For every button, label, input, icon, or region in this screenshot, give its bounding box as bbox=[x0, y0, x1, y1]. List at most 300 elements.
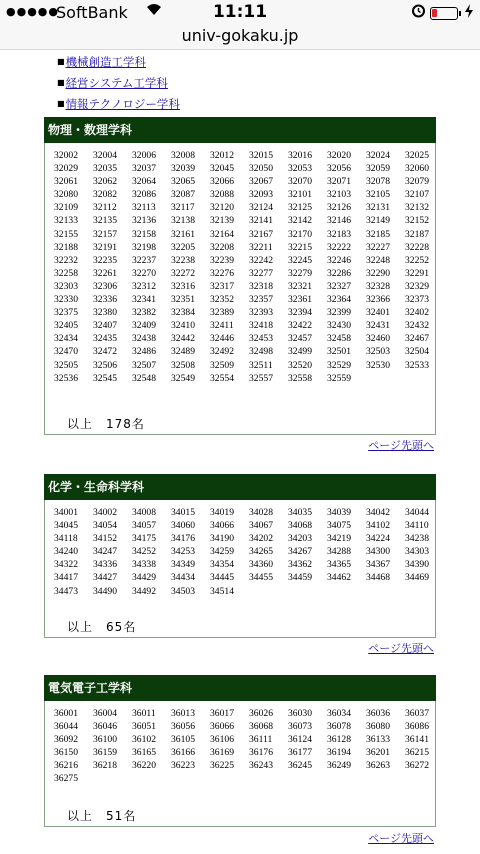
student-number: 32411 bbox=[210, 320, 234, 332]
student-number: 36220 bbox=[132, 760, 156, 772]
student-number: 32239 bbox=[210, 254, 234, 266]
student-number: 34045 bbox=[54, 520, 78, 532]
student-number: 34336 bbox=[93, 559, 117, 571]
student-number: 34039 bbox=[327, 507, 351, 518]
dept-link[interactable]: 情報テクノロジー学科 bbox=[65, 97, 180, 111]
student-number: 36080 bbox=[366, 721, 390, 733]
student-number: 32141 bbox=[249, 215, 273, 227]
student-number: 36066 bbox=[210, 721, 234, 733]
total-count: 以上 178名 bbox=[67, 417, 145, 431]
student-number: 32431 bbox=[366, 320, 390, 332]
student-number: 32409 bbox=[132, 320, 156, 332]
student-number: 32290 bbox=[366, 267, 390, 279]
student-number: 32504 bbox=[405, 346, 429, 358]
student-number: 36124 bbox=[288, 734, 312, 746]
student-number: 32317 bbox=[210, 280, 234, 292]
student-number: 34252 bbox=[132, 546, 156, 558]
student-number: 32037 bbox=[132, 163, 156, 175]
student-number: 36166 bbox=[171, 747, 195, 759]
student-number: 34238 bbox=[405, 533, 429, 545]
url-text: univ-gokaku.jp bbox=[181, 26, 299, 45]
student-number: 32380 bbox=[93, 307, 117, 319]
student-number: 32401 bbox=[366, 307, 390, 319]
student-number: 32235 bbox=[93, 254, 117, 266]
student-number: 32101 bbox=[288, 189, 312, 201]
student-number: 32016 bbox=[288, 150, 312, 161]
student-number: 32486 bbox=[132, 346, 156, 358]
student-number: 34247 bbox=[93, 546, 117, 558]
student-number: 34019 bbox=[210, 507, 234, 518]
student-number: 32079 bbox=[405, 176, 429, 188]
student-number: 34354 bbox=[210, 559, 234, 571]
student-number: 32187 bbox=[405, 228, 429, 240]
student-number: 36218 bbox=[93, 760, 117, 772]
student-number: 32508 bbox=[171, 359, 195, 371]
student-number: 32467 bbox=[405, 333, 429, 345]
student-number: 32389 bbox=[210, 307, 234, 319]
student-number: 34445 bbox=[210, 572, 234, 584]
student-number: 32045 bbox=[210, 163, 234, 175]
student-number: 36017 bbox=[210, 708, 234, 719]
student-number: 32384 bbox=[171, 307, 195, 319]
student-number: 32312 bbox=[132, 280, 156, 292]
student-number: 32133 bbox=[54, 215, 78, 227]
student-number: 36128 bbox=[327, 734, 351, 746]
student-number: 32109 bbox=[54, 202, 78, 214]
student-number: 32559 bbox=[327, 372, 351, 384]
student-number: 32242 bbox=[249, 254, 273, 266]
student-number: 34001 bbox=[54, 507, 78, 518]
student-number: 32438 bbox=[132, 333, 156, 345]
student-number: 32407 bbox=[93, 320, 117, 332]
student-number: 34102 bbox=[366, 520, 390, 532]
student-number: 32394 bbox=[288, 307, 312, 319]
dept-link-item: ■機械創造工学科 bbox=[57, 55, 147, 69]
clock: 11:11 bbox=[212, 2, 268, 22]
student-number: 34490 bbox=[93, 585, 117, 597]
student-number: 32232 bbox=[54, 254, 78, 266]
student-number: 36215 bbox=[405, 747, 429, 759]
student-number: 36026 bbox=[249, 708, 273, 719]
student-number: 32277 bbox=[249, 267, 273, 279]
student-number: 32227 bbox=[366, 241, 390, 253]
student-number: 32530 bbox=[366, 359, 390, 371]
student-number: 32330 bbox=[54, 294, 78, 306]
student-number: 32157 bbox=[93, 228, 117, 240]
student-number: 32183 bbox=[327, 228, 351, 240]
student-number: 32082 bbox=[93, 189, 117, 201]
student-number: 34067 bbox=[249, 520, 273, 532]
back-to-top-link[interactable]: ページ先頭へ bbox=[368, 439, 434, 452]
student-number: 32366 bbox=[366, 294, 390, 306]
student-number: 32432 bbox=[405, 320, 429, 332]
student-number: 32402 bbox=[405, 307, 429, 319]
student-number: 34066 bbox=[210, 520, 234, 532]
student-number: 34118 bbox=[54, 533, 78, 545]
student-number: 34057 bbox=[132, 520, 156, 532]
student-number: 34267 bbox=[288, 546, 312, 558]
student-number: 32341 bbox=[132, 294, 156, 306]
student-number: 32316 bbox=[171, 280, 195, 292]
student-number: 32103 bbox=[327, 189, 351, 201]
url-bar[interactable] bbox=[0, 26, 480, 50]
student-number: 32024 bbox=[366, 150, 390, 161]
student-number: 32261 bbox=[93, 267, 117, 279]
student-number: 36051 bbox=[132, 721, 156, 733]
student-number: 32064 bbox=[132, 176, 156, 188]
student-number: 34068 bbox=[288, 520, 312, 532]
student-number: 36243 bbox=[249, 760, 273, 772]
student-number: 36092 bbox=[54, 734, 78, 746]
student-number: 32208 bbox=[210, 241, 234, 253]
student-number: 32286 bbox=[327, 267, 351, 279]
student-number: 34190 bbox=[210, 533, 234, 545]
student-number: 32107 bbox=[405, 189, 429, 201]
student-number: 34240 bbox=[54, 546, 78, 558]
student-number: 32279 bbox=[288, 267, 312, 279]
student-number: 32489 bbox=[171, 346, 195, 358]
student-number: 32375 bbox=[54, 307, 78, 319]
student-number: 34259 bbox=[210, 546, 234, 558]
student-number: 36044 bbox=[54, 721, 78, 733]
student-number: 36102 bbox=[132, 734, 156, 746]
student-number: 34362 bbox=[288, 559, 312, 571]
student-number: 32511 bbox=[249, 359, 273, 371]
carrier-name: SoftBank bbox=[56, 3, 128, 22]
student-number: 32399 bbox=[327, 307, 351, 319]
student-number: 36159 bbox=[93, 747, 117, 759]
student-number: 32087 bbox=[171, 189, 195, 201]
student-number: 32215 bbox=[288, 241, 312, 253]
student-number: 32529 bbox=[327, 359, 351, 371]
student-number: 32430 bbox=[327, 320, 351, 332]
dept-link-item: ■経営システム工学科 bbox=[57, 76, 168, 90]
student-number: 32039 bbox=[171, 163, 195, 175]
student-number: 34503 bbox=[171, 585, 195, 597]
student-number: 32306 bbox=[93, 280, 117, 292]
student-number: 34110 bbox=[405, 520, 429, 532]
student-number: 34202 bbox=[249, 533, 273, 545]
student-number: 32112 bbox=[93, 202, 117, 214]
student-number: 32152 bbox=[405, 215, 429, 227]
student-number: 32520 bbox=[288, 359, 312, 371]
student-number: 32015 bbox=[249, 150, 273, 161]
section-body bbox=[44, 143, 436, 435]
student-number: 36004 bbox=[93, 708, 117, 719]
student-number: 32418 bbox=[249, 320, 273, 332]
student-number: 32460 bbox=[366, 333, 390, 345]
student-number: 32453 bbox=[249, 333, 273, 345]
student-number: 34060 bbox=[171, 520, 195, 532]
student-number: 32245 bbox=[288, 254, 312, 266]
student-number: 36111 bbox=[249, 734, 273, 746]
student-number: 34322 bbox=[54, 559, 78, 571]
student-number: 36036 bbox=[366, 708, 390, 719]
student-number: 32435 bbox=[93, 333, 117, 345]
student-number: 32050 bbox=[249, 163, 273, 175]
student-number: 32328 bbox=[366, 280, 390, 292]
student-number: 32457 bbox=[288, 333, 312, 345]
student-number: 34469 bbox=[405, 572, 429, 584]
student-number: 32205 bbox=[171, 241, 195, 253]
student-number: 32548 bbox=[132, 372, 156, 384]
student-number: 34360 bbox=[249, 559, 273, 571]
student-number: 34429 bbox=[132, 572, 156, 584]
student-number: 32067 bbox=[249, 176, 273, 188]
student-number: 32318 bbox=[249, 280, 273, 292]
student-number: 32442 bbox=[171, 333, 195, 345]
student-number: 32126 bbox=[327, 202, 351, 214]
student-number: 34002 bbox=[93, 507, 117, 518]
student-number: 34390 bbox=[405, 559, 429, 571]
student-number: 32155 bbox=[54, 228, 78, 240]
student-number: 32248 bbox=[366, 254, 390, 266]
student-number: 32258 bbox=[54, 267, 78, 279]
back-to-top-link[interactable]: ページ先頭へ bbox=[368, 832, 434, 845]
student-number: 32062 bbox=[93, 176, 117, 188]
student-number: 36106 bbox=[210, 734, 234, 746]
student-number: 32470 bbox=[54, 346, 78, 358]
student-number: 32303 bbox=[54, 280, 78, 292]
student-number: 36078 bbox=[327, 721, 351, 733]
student-number: 32361 bbox=[288, 294, 312, 306]
student-number: 36133 bbox=[366, 734, 390, 746]
student-number: 34462 bbox=[327, 572, 351, 584]
student-number: 32557 bbox=[249, 372, 273, 384]
student-number: 34008 bbox=[132, 507, 156, 518]
student-number: 36001 bbox=[54, 708, 78, 719]
student-number: 32270 bbox=[132, 267, 156, 279]
section-title: 物理・数理学科 bbox=[44, 117, 436, 143]
student-number: 32132 bbox=[405, 202, 429, 214]
student-number: 32020 bbox=[327, 150, 351, 161]
student-number: 32246 bbox=[327, 254, 351, 266]
section-chemistry-life-science bbox=[44, 474, 436, 638]
dept-link[interactable]: 機械創造工学科 bbox=[65, 55, 147, 69]
student-number: 32554 bbox=[210, 372, 234, 384]
student-number: 32382 bbox=[132, 307, 156, 319]
student-number: 36216 bbox=[54, 760, 78, 772]
student-number: 32004 bbox=[93, 150, 117, 161]
alarm-icon bbox=[411, 3, 426, 22]
student-number: 34253 bbox=[171, 546, 195, 558]
student-number: 36223 bbox=[171, 760, 195, 772]
charging-icon bbox=[465, 4, 473, 22]
student-number: 32006 bbox=[132, 150, 156, 161]
student-number: 34219 bbox=[327, 533, 351, 545]
student-number: 32222 bbox=[327, 241, 351, 253]
student-number: 36105 bbox=[171, 734, 195, 746]
student-number: 32446 bbox=[210, 333, 234, 345]
student-number: 32329 bbox=[405, 280, 429, 292]
student-number: 32170 bbox=[288, 228, 312, 240]
student-number: 32357 bbox=[249, 294, 273, 306]
student-number: 32167 bbox=[249, 228, 273, 240]
back-to-top-link[interactable]: ページ先頭へ bbox=[368, 642, 434, 655]
student-number: 32120 bbox=[210, 202, 234, 214]
battery-tip bbox=[459, 11, 461, 16]
student-number: 32056 bbox=[327, 163, 351, 175]
student-number: 36194 bbox=[327, 747, 351, 759]
student-number: 32139 bbox=[210, 215, 234, 227]
student-number: 34203 bbox=[288, 533, 312, 545]
student-number: 32410 bbox=[171, 320, 195, 332]
student-number: 32276 bbox=[210, 267, 234, 279]
student-number: 36011 bbox=[132, 708, 156, 719]
student-number: 32327 bbox=[327, 280, 351, 292]
student-number: 32545 bbox=[93, 372, 117, 384]
student-number: 36165 bbox=[132, 747, 156, 759]
student-number: 34265 bbox=[249, 546, 273, 558]
section-body bbox=[44, 500, 436, 638]
section-title: 電気電子工学科 bbox=[44, 675, 436, 701]
student-number: 32393 bbox=[249, 307, 273, 319]
student-number: 34152 bbox=[93, 533, 117, 545]
student-number: 36169 bbox=[210, 747, 234, 759]
student-number: 32492 bbox=[210, 346, 234, 358]
student-number: 32086 bbox=[132, 189, 156, 201]
student-number: 34288 bbox=[327, 546, 351, 558]
student-number: 36150 bbox=[54, 747, 78, 759]
student-number: 32059 bbox=[366, 163, 390, 175]
student-number: 32364 bbox=[327, 294, 351, 306]
dept-link[interactable]: 経営システム工学科 bbox=[65, 76, 168, 90]
student-number: 36086 bbox=[405, 721, 429, 733]
student-number: 32507 bbox=[132, 359, 156, 371]
student-number: 32536 bbox=[54, 372, 78, 384]
student-number: 32025 bbox=[405, 150, 429, 161]
student-number: 32061 bbox=[54, 176, 78, 188]
student-number: 32060 bbox=[405, 163, 429, 175]
student-number: 32158 bbox=[132, 228, 156, 240]
student-number: 34015 bbox=[171, 507, 195, 518]
student-number: 36034 bbox=[327, 708, 351, 719]
student-number: 32499 bbox=[288, 346, 312, 358]
battery-icon bbox=[430, 7, 458, 20]
student-number: 32066 bbox=[210, 176, 234, 188]
student-number: 36275 bbox=[54, 773, 78, 785]
student-number: 34473 bbox=[54, 585, 78, 597]
student-number: 32238 bbox=[171, 254, 195, 266]
student-number: 32498 bbox=[249, 346, 273, 358]
student-number: 36030 bbox=[288, 708, 312, 719]
student-number: 36177 bbox=[288, 747, 312, 759]
student-number: 32161 bbox=[171, 228, 195, 240]
student-number: 32065 bbox=[171, 176, 195, 188]
student-number: 32228 bbox=[405, 241, 429, 253]
student-number: 32029 bbox=[54, 163, 78, 175]
student-number: 36037 bbox=[405, 708, 429, 719]
student-number: 36073 bbox=[288, 721, 312, 733]
student-number: 32125 bbox=[288, 202, 312, 214]
student-number: 36245 bbox=[288, 760, 312, 772]
student-number: 32093 bbox=[249, 189, 273, 201]
student-number: 32373 bbox=[405, 294, 429, 306]
number-grid bbox=[45, 500, 435, 598]
student-number: 32533 bbox=[405, 359, 429, 371]
student-number: 32291 bbox=[405, 267, 429, 279]
student-number: 32422 bbox=[288, 320, 312, 332]
student-number: 34367 bbox=[366, 559, 390, 571]
student-number: 34338 bbox=[132, 559, 156, 571]
student-number: 32509 bbox=[210, 359, 234, 371]
student-number: 32321 bbox=[288, 280, 312, 292]
student-number: 34035 bbox=[288, 507, 312, 518]
student-number: 32070 bbox=[288, 176, 312, 188]
student-number: 32458 bbox=[327, 333, 351, 345]
student-number: 36225 bbox=[210, 760, 234, 772]
student-number: 32188 bbox=[54, 241, 78, 253]
student-number: 34028 bbox=[249, 507, 273, 518]
student-number: 32146 bbox=[327, 215, 351, 227]
student-number: 34365 bbox=[327, 559, 351, 571]
student-number: 32131 bbox=[366, 202, 390, 214]
student-number: 32142 bbox=[288, 215, 312, 227]
student-number: 34459 bbox=[288, 572, 312, 584]
student-number: 34303 bbox=[405, 546, 429, 558]
student-number: 32078 bbox=[366, 176, 390, 188]
section-physics-math bbox=[44, 117, 436, 435]
student-number: 34492 bbox=[132, 585, 156, 597]
student-number: 34300 bbox=[366, 546, 390, 558]
number-grid bbox=[45, 143, 435, 385]
student-number: 36263 bbox=[366, 760, 390, 772]
student-number: 34175 bbox=[132, 533, 156, 545]
student-number: 32351 bbox=[171, 294, 195, 306]
student-number: 34514 bbox=[210, 585, 234, 597]
student-number: 32071 bbox=[327, 176, 351, 188]
student-number: 32505 bbox=[54, 359, 78, 371]
student-number: 32113 bbox=[132, 202, 156, 214]
status-bar bbox=[0, 0, 480, 26]
student-number: 34349 bbox=[171, 559, 195, 571]
department-links bbox=[57, 53, 180, 116]
student-number: 36056 bbox=[171, 721, 195, 733]
student-number: 34075 bbox=[327, 520, 351, 532]
student-number: 36013 bbox=[171, 708, 195, 719]
student-number: 32272 bbox=[171, 267, 195, 279]
student-number: 32191 bbox=[93, 241, 117, 253]
student-number: 36249 bbox=[327, 760, 351, 772]
student-number: 34042 bbox=[366, 507, 390, 518]
student-number: 34427 bbox=[93, 572, 117, 584]
section-title: 化学・生命科学科 bbox=[44, 474, 436, 500]
student-number: 32506 bbox=[93, 359, 117, 371]
student-number: 32336 bbox=[93, 294, 117, 306]
student-number: 32252 bbox=[405, 254, 429, 266]
student-number: 32012 bbox=[210, 150, 234, 161]
student-number: 32558 bbox=[288, 372, 312, 384]
student-number: 32088 bbox=[210, 189, 234, 201]
student-number: 32164 bbox=[210, 228, 234, 240]
student-number: 32105 bbox=[366, 189, 390, 201]
student-number: 32136 bbox=[132, 215, 156, 227]
student-number: 32501 bbox=[327, 346, 351, 358]
student-number: 34176 bbox=[171, 533, 195, 545]
student-number: 34417 bbox=[54, 572, 78, 584]
student-number: 32405 bbox=[54, 320, 78, 332]
student-number: 32185 bbox=[366, 228, 390, 240]
section-electrical-electronic bbox=[44, 675, 436, 827]
student-number: 34434 bbox=[171, 572, 195, 584]
student-number: 36046 bbox=[93, 721, 117, 733]
student-number: 32124 bbox=[249, 202, 273, 214]
student-number: 36141 bbox=[405, 734, 429, 746]
student-number: 34044 bbox=[405, 507, 429, 518]
student-number: 32002 bbox=[54, 150, 78, 161]
dept-link-item: ■情報テクノロジー学科 bbox=[57, 97, 180, 111]
student-number: 32080 bbox=[54, 189, 78, 201]
